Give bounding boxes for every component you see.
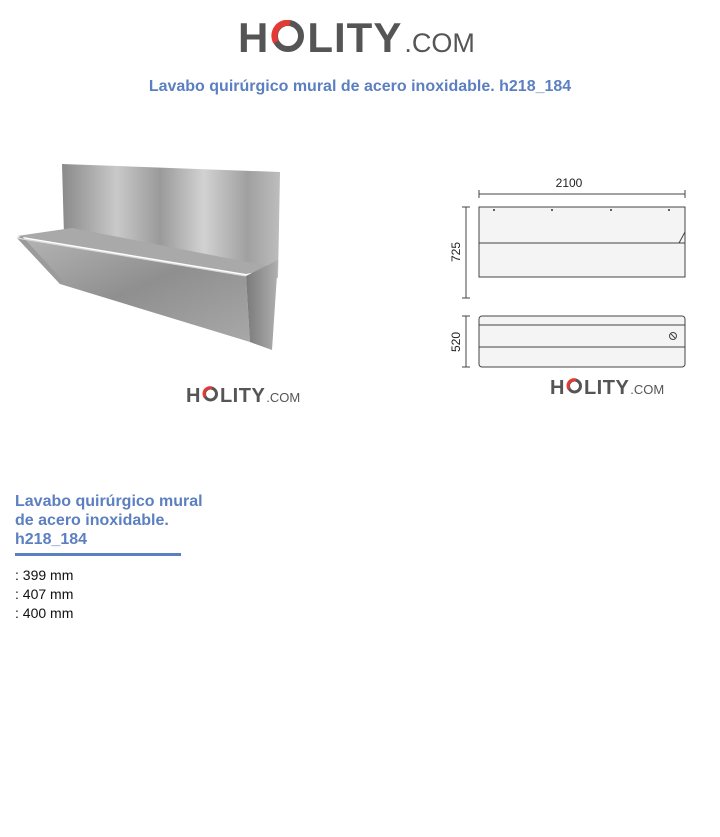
technical-drawing <box>440 172 700 372</box>
logo-lity: LITY <box>219 385 266 407</box>
logo-lity: LITY <box>307 14 403 61</box>
holity-watermark-logo <box>186 385 300 408</box>
front-view-lower <box>479 243 685 277</box>
title-underline <box>15 553 181 556</box>
height-label: 725 <box>449 241 463 263</box>
width-label: 2100 <box>555 176 583 190</box>
logo-dotcom: .COM <box>630 382 665 397</box>
holity-watermark-logo <box>550 377 664 400</box>
front-view-upper <box>479 207 685 243</box>
product-name: Lavabo quirúrgico mural de acero inoxidable. h218_184 <box>15 493 203 548</box>
logo-dotcom: .COM <box>266 390 301 405</box>
logo-ring-icon <box>566 378 583 394</box>
logo-h: H <box>550 377 565 399</box>
holity-logo[interactable] <box>238 14 475 62</box>
top-view <box>479 316 685 367</box>
logo-ring-icon <box>202 386 219 402</box>
logo-h: H <box>238 14 270 61</box>
sink-photo <box>14 158 284 373</box>
dimension-line: : 400 mm <box>15 605 74 621</box>
logo-lity: LITY <box>583 377 630 399</box>
dimension-line: : 407 mm <box>15 586 74 602</box>
logo-ring-icon <box>270 20 306 52</box>
dimension-line: : 399 mm <box>15 567 74 583</box>
logo-dotcom: .COM <box>404 28 475 58</box>
logo-h: H <box>186 385 201 407</box>
dimensions-list <box>15 566 73 623</box>
page-title: Lavabo quirúrgico mural de acero inoxidable. h218_184 <box>148 78 572 95</box>
depth-label: 520 <box>449 331 463 353</box>
